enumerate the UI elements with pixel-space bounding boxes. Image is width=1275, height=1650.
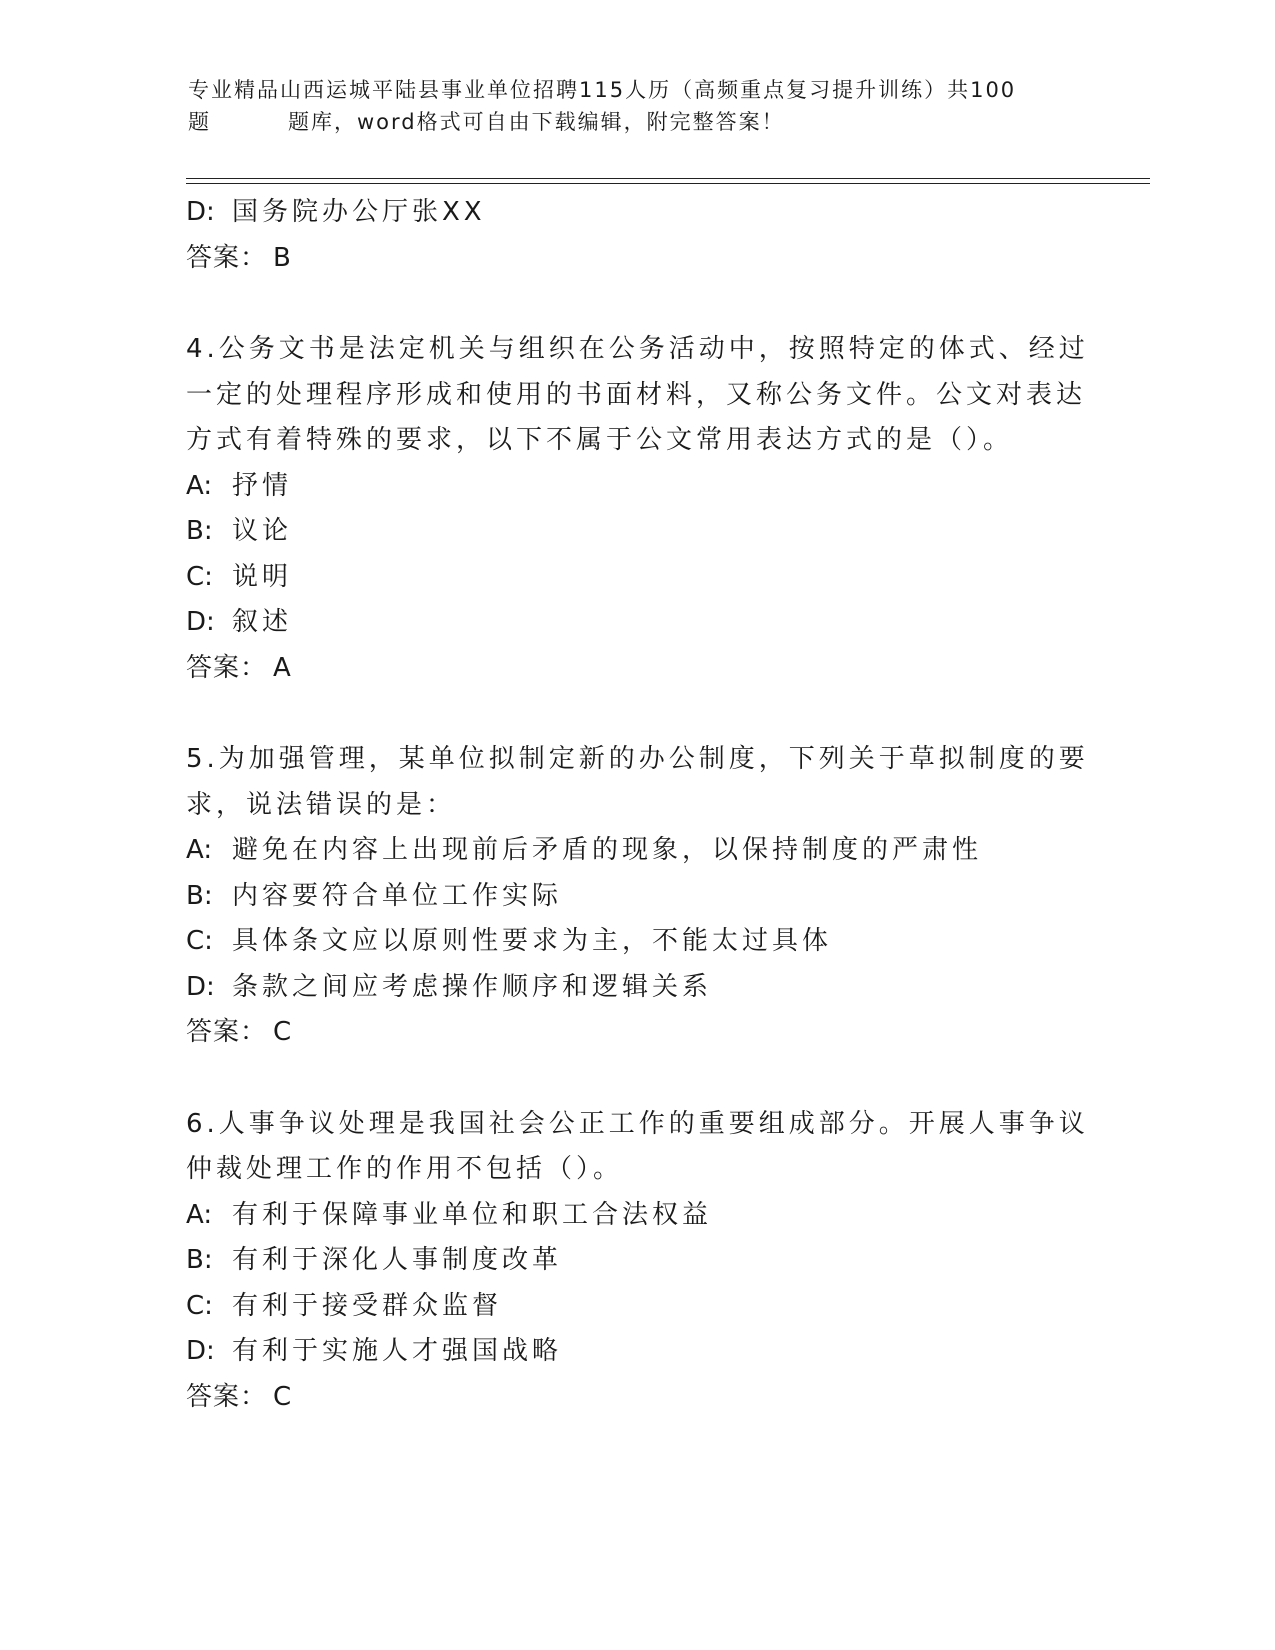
header-line-2-text: 题库，word格式可自由下载编辑，附完整答案！ (288, 110, 785, 134)
question-text-line: 仲裁处理工作的作用不包括（）。 (186, 1154, 624, 1184)
option-text: 议论 (232, 516, 293, 546)
option-letter: A: (186, 835, 213, 865)
option-text: 有利于深化人事制度改革 (232, 1245, 563, 1275)
option-text: 具体条文应以原则性要求为主，不能太过具体 (232, 926, 833, 956)
option-text: 避免在内容上出现前后矛盾的现象，以保持制度的严肃性 (232, 835, 983, 865)
option-d (186, 1329, 1086, 1375)
option-c (186, 555, 1086, 601)
question-text-line: 一定的处理程序形成和使用的书面材料，又称公务文件。公文对表达 (186, 379, 1087, 410)
option-text: 抒情 (232, 470, 293, 501)
question-5 (186, 737, 1089, 1056)
answer-value: A (273, 652, 292, 683)
answer-line (186, 646, 1086, 692)
option-letter: D: (186, 197, 215, 227)
document-header (188, 74, 1088, 138)
answer-label: 答案： (186, 1381, 268, 1412)
option-letter: B: (186, 516, 213, 546)
option-c (186, 919, 1086, 965)
question-6 (186, 1102, 1089, 1421)
option-text: 内容要符合单位工作实际 (232, 880, 563, 911)
option-text: 叙述 (232, 607, 293, 637)
answer-value: B (273, 242, 292, 273)
option-letter: D: (186, 607, 215, 637)
question-text-line: 5.为加强管理，某单位拟制定新的办公制度，下列关于草拟制度的要 (186, 744, 1089, 774)
answer-value: C (273, 1017, 293, 1047)
option-text: 条款之间应考虑操作顺序和逻辑关系 (232, 971, 713, 1002)
option-d (186, 965, 1086, 1011)
option-c (186, 1284, 1086, 1330)
option-text: 说明 (232, 561, 293, 592)
header-line-1: 专业精品山西运城平陆县事业单位招聘115人历（高频重点复习提升训练）共100 (188, 78, 1017, 102)
option-d (186, 190, 1086, 236)
answer-value: C (273, 1381, 293, 1412)
header-line-2 (188, 106, 1088, 138)
option-letter: C: (186, 561, 213, 592)
answer-line (186, 1010, 1086, 1056)
answer-label: 答案： (186, 652, 268, 683)
option-d (186, 600, 1086, 646)
header-divider-top (186, 178, 1150, 179)
option-letter: D: (186, 1336, 215, 1366)
option-letter: D: (186, 971, 215, 1002)
option-letter: C: (186, 926, 213, 956)
option-text: 国务院办公厅张XX (232, 197, 486, 227)
answer-line (186, 236, 1086, 282)
header-divider-bottom (186, 183, 1150, 184)
option-letter: B: (186, 880, 213, 911)
answer-label: 答案： (186, 1017, 268, 1047)
option-text: 有利于实施人才强国战略 (232, 1336, 563, 1366)
option-letter: C: (186, 1290, 213, 1321)
option-b (186, 874, 1086, 920)
option-letter: A: (186, 470, 213, 501)
option-letter: A: (186, 1199, 213, 1230)
option-b (186, 1238, 1086, 1284)
question-text-line: 6.人事争议处理是我国社会公正工作的重要组成部分。开展人事争议 (186, 1108, 1089, 1139)
question-text-line: 方式有着特殊的要求，以下不属于公文常用表达方式的是（）。 (186, 425, 1014, 455)
question-content (186, 190, 1089, 1420)
option-a (186, 828, 1086, 874)
option-text: 有利于保障事业单位和职工合法权益 (232, 1199, 713, 1230)
option-letter: B: (186, 1245, 213, 1275)
answer-label: 答案： (186, 242, 268, 273)
option-text: 有利于接受群众监督 (232, 1290, 503, 1321)
question-text-line: 求，说法错误的是： (186, 789, 457, 820)
option-a (186, 1193, 1086, 1239)
answer-line (186, 1375, 1086, 1421)
question-text-line: 4.公务文书是法定机关与组织在公务活动中，按照特定的体式、经过 (186, 334, 1089, 364)
option-a (186, 464, 1086, 510)
question-4 (186, 327, 1089, 691)
option-b (186, 509, 1086, 555)
header-line-2-start: 题 (188, 110, 211, 134)
